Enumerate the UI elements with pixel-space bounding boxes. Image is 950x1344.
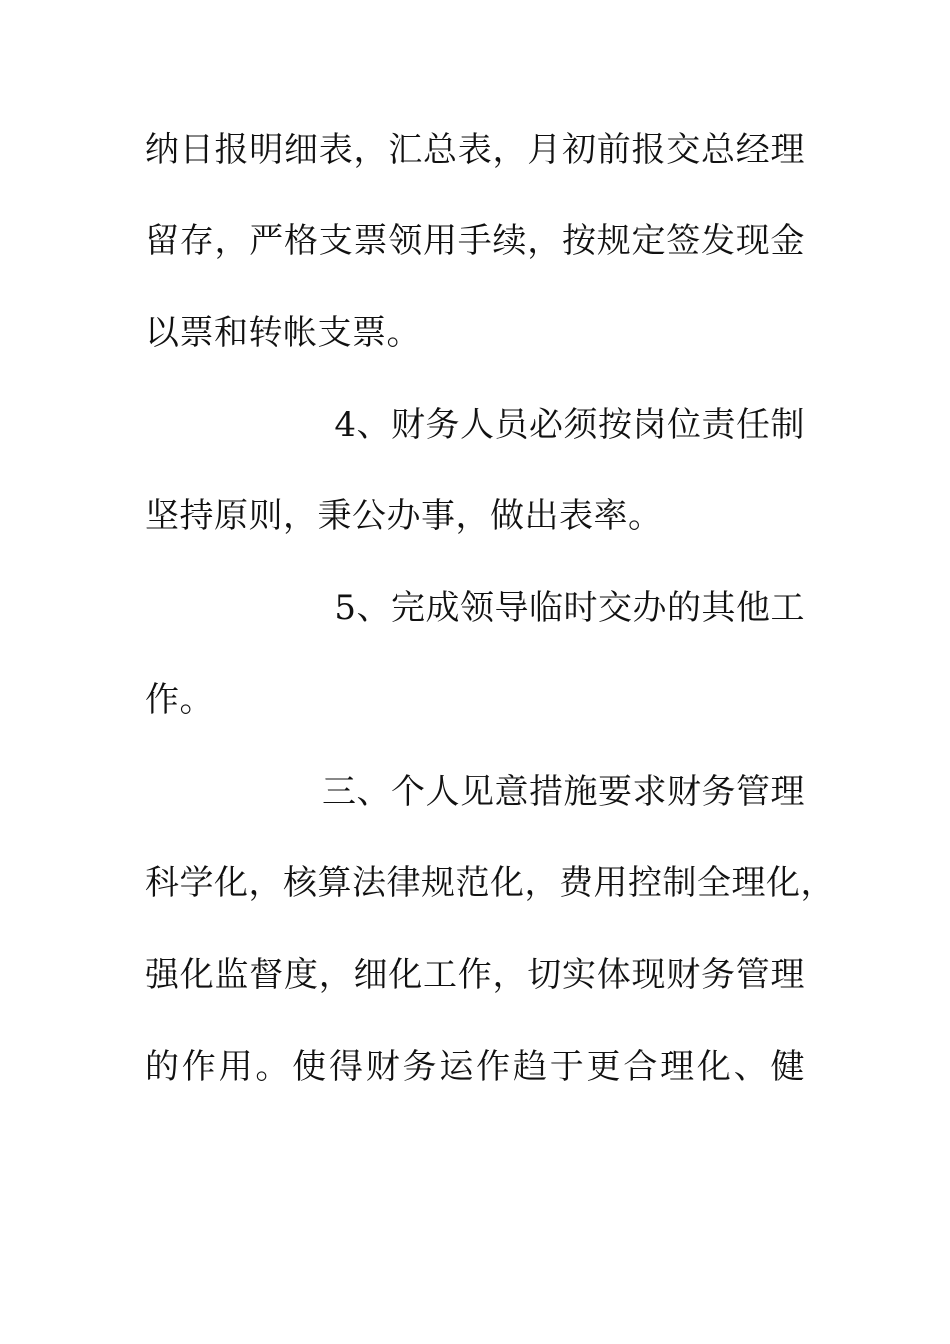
text-line-5: 坚持原则，秉公办事，做出表率。 (145, 496, 663, 536)
text-line-7: 作。 (145, 680, 214, 720)
text-line-6: 5、完成领导临时交办的其他工 (334, 588, 805, 628)
text-line-11: 的作用。使得财务运作趋于更合理化、健 (145, 1047, 805, 1087)
text-line-8: 三、个人见意措施要求财务管理 (322, 772, 805, 812)
text-line-1: 纳日报明细表，汇总表，月初前报交总经理 (145, 130, 805, 170)
text-line-3: 以票和转帐支票。 (145, 313, 421, 353)
text-line-2: 留存，严格支票领用手续，按规定签发现金 (145, 221, 805, 261)
text-line-9: 科学化，核算法律规范化，费用控制全理化， (145, 863, 835, 903)
text-line-10: 强化监督度，细化工作，切实体现财务管理 (145, 955, 805, 995)
text-line-4: 4、财务人员必须按岗位责任制 (334, 405, 805, 445)
